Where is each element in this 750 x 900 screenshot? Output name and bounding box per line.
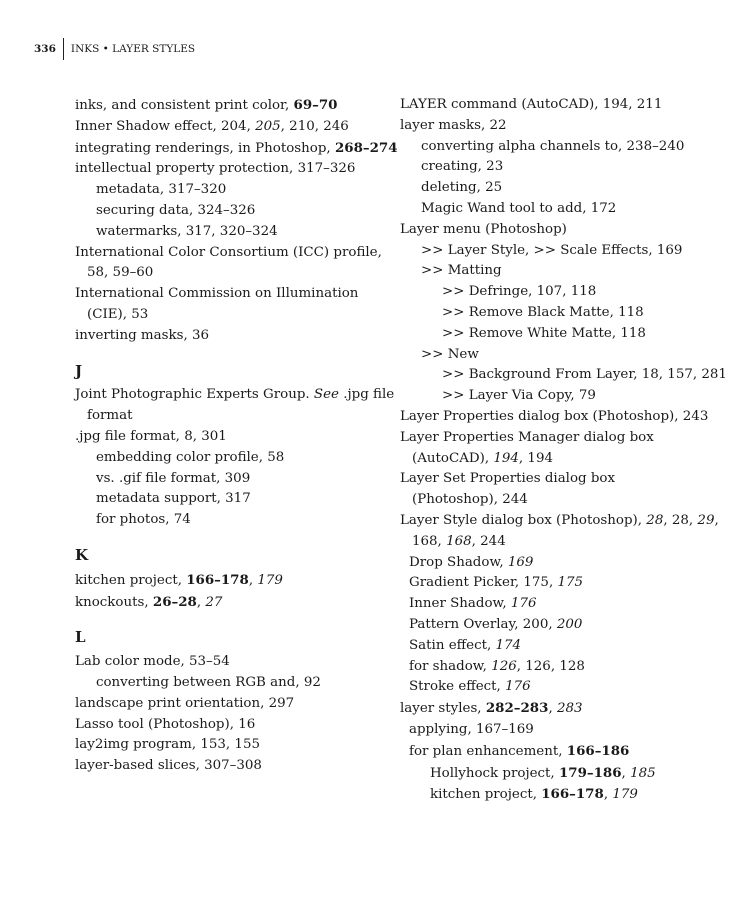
index-subsubentry: kitchen project, 166–178, 179 [430, 786, 638, 803]
index-subentry: converting alpha channels to, 238–240 [421, 138, 685, 154]
index-entry: layer-based slices, 307–308 [75, 758, 262, 774]
index-entry: Inner Shadow effect, 204, 205, 210, 246 [75, 118, 349, 134]
section-letter-k: K [75, 545, 89, 564]
index-subentry: applying, 167–169 [409, 721, 534, 737]
index-entry: integrating renderings, in Photoshop, 268–274 [75, 139, 398, 156]
index-subentry: for shadow, 126, 126, 128 [409, 658, 585, 674]
index-entry-continuation: (AutoCAD), 194, 194 [412, 450, 553, 466]
index-subentry: Gradient Picker, 175, 175 [409, 575, 584, 591]
index-subentry: vs. .gif file format, 309 [96, 470, 251, 486]
index-entry-continuation: 168, 168, 244 [412, 533, 506, 549]
running-head: INKS • LAYER STYLES [70, 43, 196, 55]
section-letter-j: J [75, 361, 83, 380]
index-entry: Layer menu (Photoshop) [400, 221, 567, 237]
index-subsubentry: >> Remove White Matte, 118 [442, 325, 646, 341]
index-entry: layer styles, 282–283, 283 [400, 700, 583, 717]
index-subsubentry: >> Remove Black Matte, 118 [442, 304, 644, 320]
index-subentry: >> Layer Style, >> Scale Effects, 169 [421, 242, 683, 258]
index-entry: lay2img program, 153, 155 [75, 737, 260, 753]
index-subentry: watermarks, 317, 320–324 [96, 223, 278, 239]
index-entry: .jpg file format, 8, 301 [75, 428, 227, 444]
header-divider [63, 38, 64, 60]
section-letter-l: L [75, 628, 86, 647]
index-left-column [75, 95, 398, 777]
index-subentry: for plan enhancement, 166–186 [409, 742, 630, 759]
index-subentry: Magic Wand tool to add, 172 [421, 200, 617, 216]
index-subentry: >> New [421, 346, 479, 362]
index-entry: inks, and consistent print color, 69–70 [75, 97, 338, 113]
index-subentry: Inner Shadow, 176 [409, 596, 537, 612]
index-entry: layer masks, 22 [400, 117, 507, 133]
index-entry: Lasso tool (Photoshop), 16 [75, 716, 256, 732]
index-subentry: >> Matting [421, 263, 502, 279]
index-entry-continuation: 58, 59–60 [87, 265, 154, 281]
index-right-column [400, 95, 727, 806]
index-entry: International Color Consortium (ICC) profile, [75, 244, 382, 260]
index-entry: LAYER command (AutoCAD), 194, 211 [400, 97, 663, 112]
index-entry: knockouts, 26–28, 27 [75, 593, 223, 610]
index-entry-continuation: (CIE), 53 [87, 306, 149, 322]
index-entry-continuation: format [87, 408, 133, 424]
index-subsubentry: >> Layer Via Copy, 79 [442, 388, 596, 404]
index-subentry: Satin effect, 174 [409, 637, 522, 653]
index-subentry: for photos, 74 [96, 512, 191, 528]
index-subentry: deleting, 25 [421, 180, 503, 196]
index-subentry: Pattern Overlay, 200, 200 [409, 616, 583, 632]
index-subentry: securing data, 324–326 [96, 202, 256, 218]
index-entry: intellectual property protection, 317–326 [75, 161, 356, 177]
index-entry: Layer Properties dialog box (Photoshop), 243 [400, 408, 709, 424]
index-subentry: embedding color profile, 58 [96, 449, 285, 465]
index-subentry: metadata, 317–320 [96, 182, 227, 198]
index-entry: International Commission on Illumination [75, 286, 359, 302]
index-subentry: Drop Shadow, 169 [409, 554, 534, 570]
index-subsubentry: Hollyhock project, 179–186, 185 [430, 764, 656, 781]
index-subentry: Stroke effect, 176 [409, 679, 531, 695]
index-subsubentry: >> Defringe, 107, 118 [442, 284, 597, 300]
index-subsubentry: >> Background From Layer, 18, 157, 281 [442, 367, 727, 383]
index-subentry: converting between RGB and, 92 [96, 674, 321, 690]
index-entry: Joint Photographic Experts Group. See .jpg file [75, 387, 395, 403]
index-entry: Lab color mode, 53–54 [75, 654, 230, 670]
running-header [34, 38, 195, 60]
page-number: 336 [34, 43, 56, 55]
index-entry: landscape print orientation, 297 [75, 695, 295, 711]
index-entry: inverting masks, 36 [75, 327, 210, 343]
index-subentry: creating, 23 [421, 159, 504, 175]
index-entry: kitchen project, 166–178, 179 [75, 571, 283, 588]
index-subentry: metadata support, 317 [96, 491, 251, 507]
index-entry: Layer Set Properties dialog box [400, 471, 616, 487]
index-entry-continuation: (Photoshop), 244 [412, 492, 528, 508]
index-entry: Layer Style dialog box (Photoshop), 28, 28, 29, [400, 512, 719, 528]
index-entry: Layer Properties Manager dialog box [400, 429, 654, 445]
